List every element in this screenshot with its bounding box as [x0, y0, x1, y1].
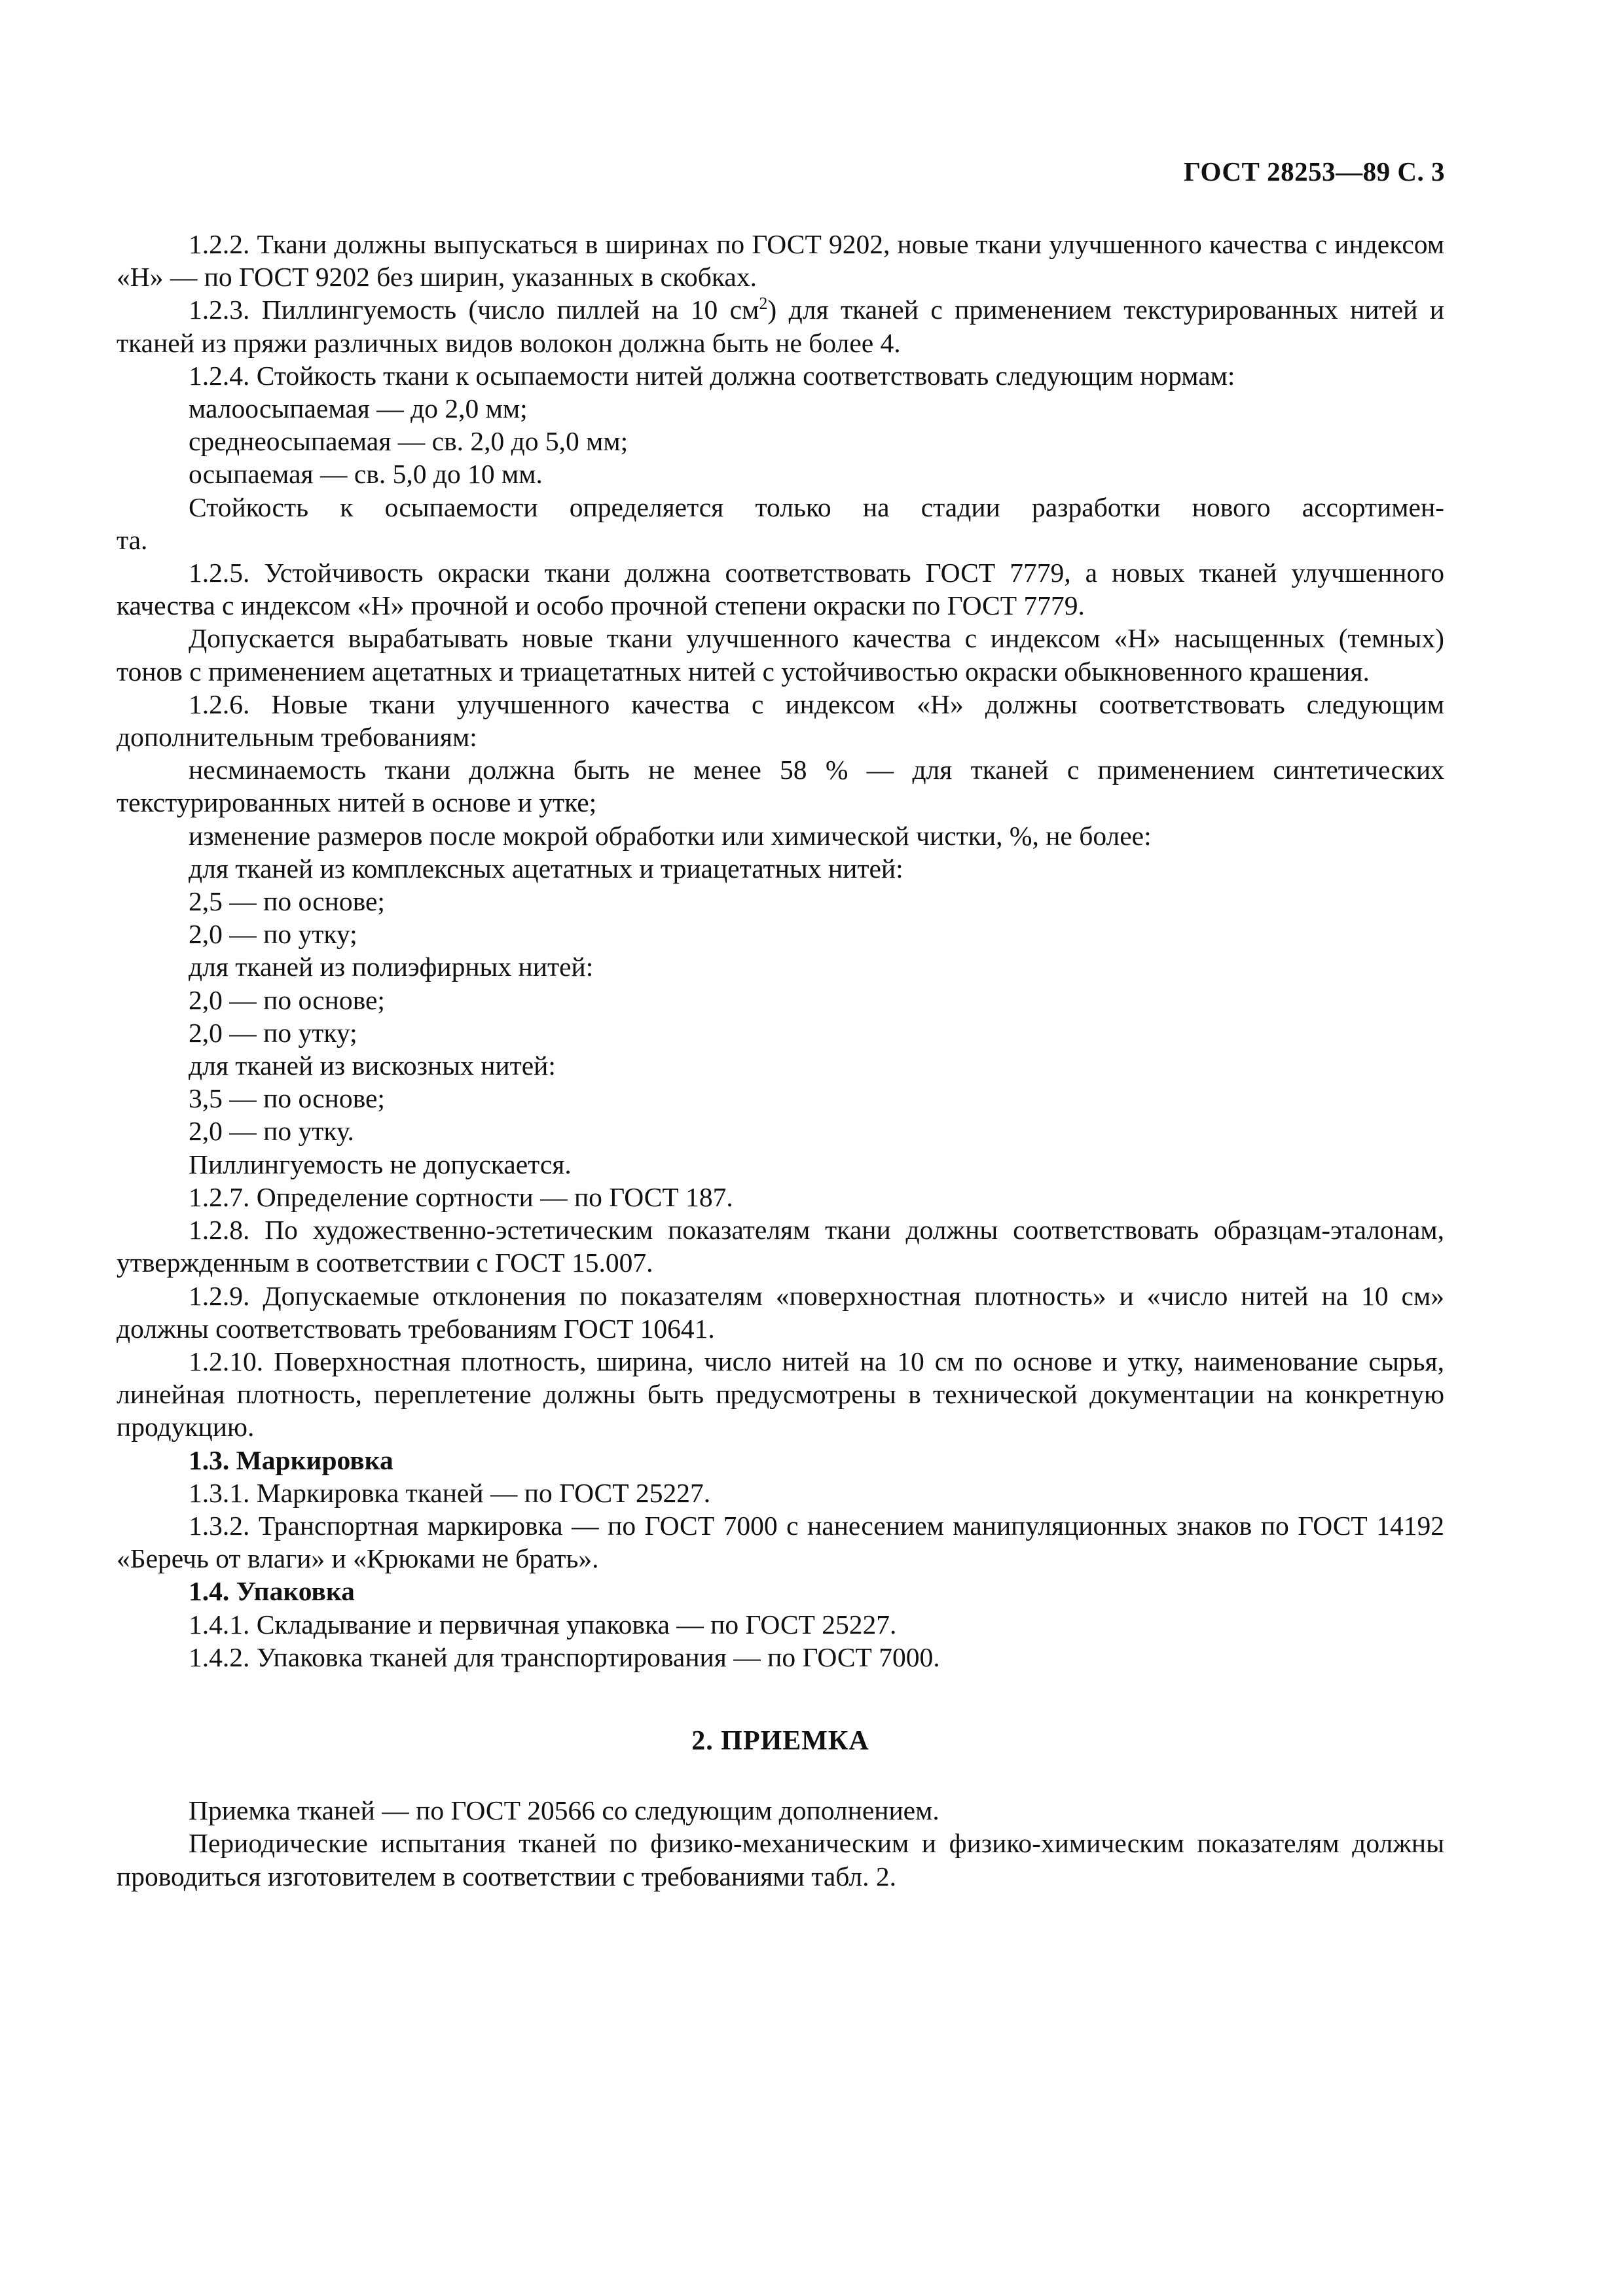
section-heading-2: 2. ПРИЕМКА — [691, 1725, 869, 1756]
clause-1-2-5-allowance: Допускается вырабатывать новые ткани улучшенного качества с индексом «Н» насыщенных (темных) тонов с применением ацетатных и триацетатных нитей с устойчивостью окраски обыкновенного крашения. — [117, 623, 1444, 687]
page-header: ГОСТ 28253—89 С. 3 — [1183, 156, 1445, 187]
section-2-paragraph-1: Приемка тканей — по ГОСТ 20566 со следующим дополнением. — [189, 1795, 939, 1826]
list-item: осыпаемая — св. 5,0 до 10 мм. — [189, 459, 543, 490]
clause-1-2-10: 1.2.10. Поверхностная плотность, ширина, число нитей на 10 см по основе и утку, наименование сырья, линейная плотность, переплетение должны быть предусмотрены в технической документации на конкретную продукцию. — [117, 1346, 1444, 1443]
clause-1-4-2: 1.4.2. Упаковка тканей для транспортирования — по ГОСТ 7000. — [189, 1641, 940, 1672]
list-item: 2,0 — по утку; — [189, 919, 357, 950]
list-item: 3,5 — по основе; — [189, 1083, 385, 1114]
clause-1-4-1: 1.4.1. Складывание и первичная упаковка — по ГОСТ 25227. — [189, 1609, 897, 1640]
list-item: для тканей из полиэфирных нитей: — [189, 952, 594, 982]
clause-1-3-2: 1.3.2. Транспортная маркировка — по ГОСТ 7000 с нанесением манипуляционных знаков по ГОСТ 14192 «Беречь от влаги» и «Крюками не брать». — [117, 1510, 1444, 1574]
clause-1-2-9: 1.2.9. Допускаемые отклонения по показателям «поверхностная плотность» и «число нитей на 10 см» должны соответствовать требованиям ГОСТ 10641. — [117, 1280, 1444, 1344]
clause-1-2-8: 1.2.8. По художественно-эстетическим показателям ткани должны соответствовать образцам-эталонам, утвержденным в соответствии с ГОСТ 15.007. — [117, 1215, 1444, 1278]
clause-1-2-6-crease: несминаемость ткани должна быть не менее 58 % — для тканей с применением синтетических текстурированных нитей в основе и утке; — [117, 755, 1444, 818]
section-2-paragraph-2: Периодические испытания тканей по физико-механическим и физико-химическим показателям должны проводиться изготовителем в соответствии с требованиями табл. 2. — [117, 1828, 1444, 1892]
subsection-heading-1-4: 1.4. Упаковка — [189, 1576, 355, 1607]
list-item: малоосыпаемая — до 2,0 мм; — [189, 393, 528, 424]
clause-1-2-3-text-a: 1.2.3. Пиллингуемость (число пиллей на 10 см — [189, 295, 759, 325]
list-item: 2,5 — по основе; — [189, 886, 385, 917]
clause-1-2-6: 1.2.6. Новые ткани улучшенного качества с индексом «Н» должны соответствовать следующим дополнительным требованиям: — [117, 689, 1444, 753]
osyp-note-line-1: Стойкость к осыпаемости определяется только на стадии разработки нового ассортимен- — [189, 492, 1444, 522]
list-item: 2,0 — по утку. — [189, 1116, 354, 1147]
clause-1-2-4: 1.2.4. Стойкость ткани к осыпаемости нитей должна соответствовать следующим нормам: — [189, 360, 1235, 391]
list-item: среднеосыпаемая — св. 2,0 до 5,0 мм; — [189, 426, 629, 457]
clause-1-2-3-text-b: ) для тканей с применением текстурированных нитей и тканей из пряжи различных видов волокон должна быть не более 4. — [117, 295, 1444, 358]
clause-1-2-2: 1.2.2. Ткани должны выпускаться в ширинах по ГОСТ 9202, новые ткани улучшенного качества с индексом «Н» — по ГОСТ 9202 без ширин, указанных в скобках. — [117, 229, 1444, 293]
list-item: для тканей из вискозных нитей: — [189, 1050, 556, 1081]
clause-1-2-7: 1.2.7. Определение сортности — по ГОСТ 187. — [189, 1181, 733, 1212]
clause-1-2-3 — [117, 293, 1444, 359]
document-body — [117, 228, 1444, 1893]
list-item: для тканей из комплексных ацетатных и триацетатных нитей: — [189, 853, 903, 884]
list-item: Пиллингуемость не допускается. — [189, 1149, 572, 1179]
osyp-note-line-2: та. — [117, 524, 148, 555]
list-item: 2,0 — по утку; — [189, 1017, 357, 1048]
clause-1-3-1: 1.3.1. Маркировка тканей — по ГОСТ 25227. — [189, 1477, 711, 1508]
subsection-heading-1-3: 1.3. Маркировка — [189, 1444, 393, 1475]
list-item: 2,0 — по основе; — [189, 984, 385, 1015]
clause-1-2-5: 1.2.5. Устойчивость окраски ткани должна соответствовать ГОСТ 7779, а новых тканей улучшенного качества с индексом «Н» прочной и особо прочной степени окраски по ГОСТ 7779. — [117, 558, 1444, 621]
clause-1-2-3-superscript: 2 — [759, 294, 768, 314]
clause-1-2-6-change: изменение размеров после мокрой обработки или химической чистки, %, не более: — [189, 820, 1152, 851]
